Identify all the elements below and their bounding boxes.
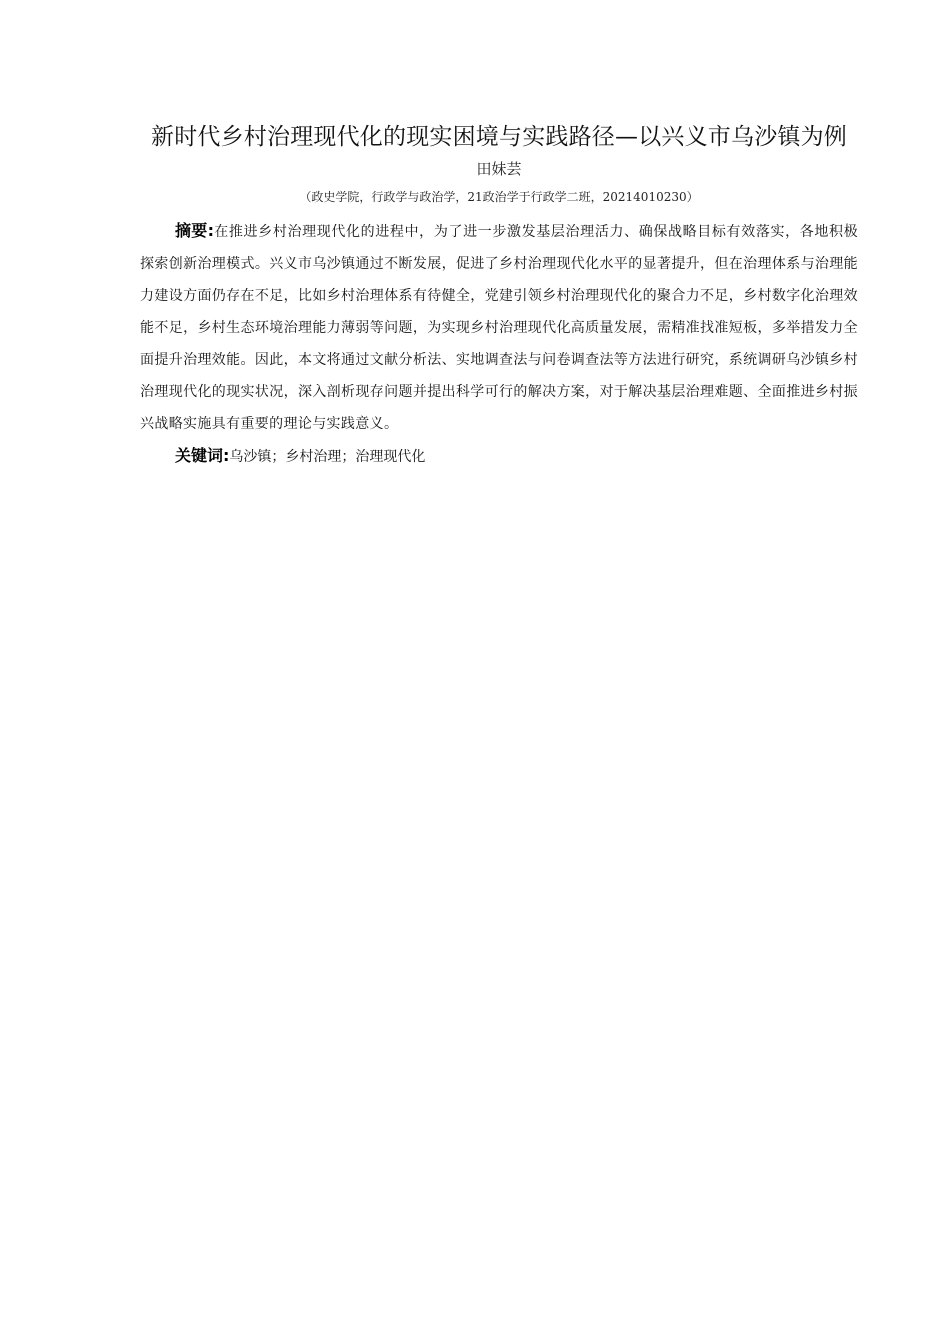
abstract-text: 在推进乡村治理现代化的进程中，为了进一步激发基层治理活力、确保战略目标有效落实，各地积极探索创新治理模式。兴义市乌沙镇通过不断发展，促进了乡村治理现代化水平的显著提升，但在治理体系与治理能力建设方面仍存在不足，比如乡村治理体系有待健全，党建引领乡村治理现代化的聚合力不足，乡村数字化治理效能不足，乡村生态环境治理能力薄弱等问题，为实现乡村治理现代化高质量发展，需精准找准短板，多举措发力全面提升治理效能。因此，本文将通过文献分析法、实地调查法与问卷调查法等方法进行研究，系统调研乌沙镇乡村治理现代化的现实状况，深入剖析现存问题并提出科学可行的解决方案，对于解决基层治理难题、全面推进乡村振兴战略实施具有重要的理论与实践意义。 <box>140 224 858 432</box>
author-name: 田妹芸 <box>476 160 522 178</box>
keywords-label: 关键词: <box>175 446 230 465</box>
keywords-line <box>140 440 858 473</box>
paper-title: 新时代乡村治理现代化的现实困境与实践路径—以兴义市乌沙镇为例 <box>151 124 847 150</box>
keywords-text: 乌沙镇；乡村治理；治理现代化 <box>229 449 426 465</box>
abstract-label: 摘要: <box>175 221 214 240</box>
abstract-paragraph <box>140 215 858 440</box>
author-affiliation: （政史学院，行政学与政治学，21政治学于行政学二班，20214010230） <box>299 190 699 204</box>
